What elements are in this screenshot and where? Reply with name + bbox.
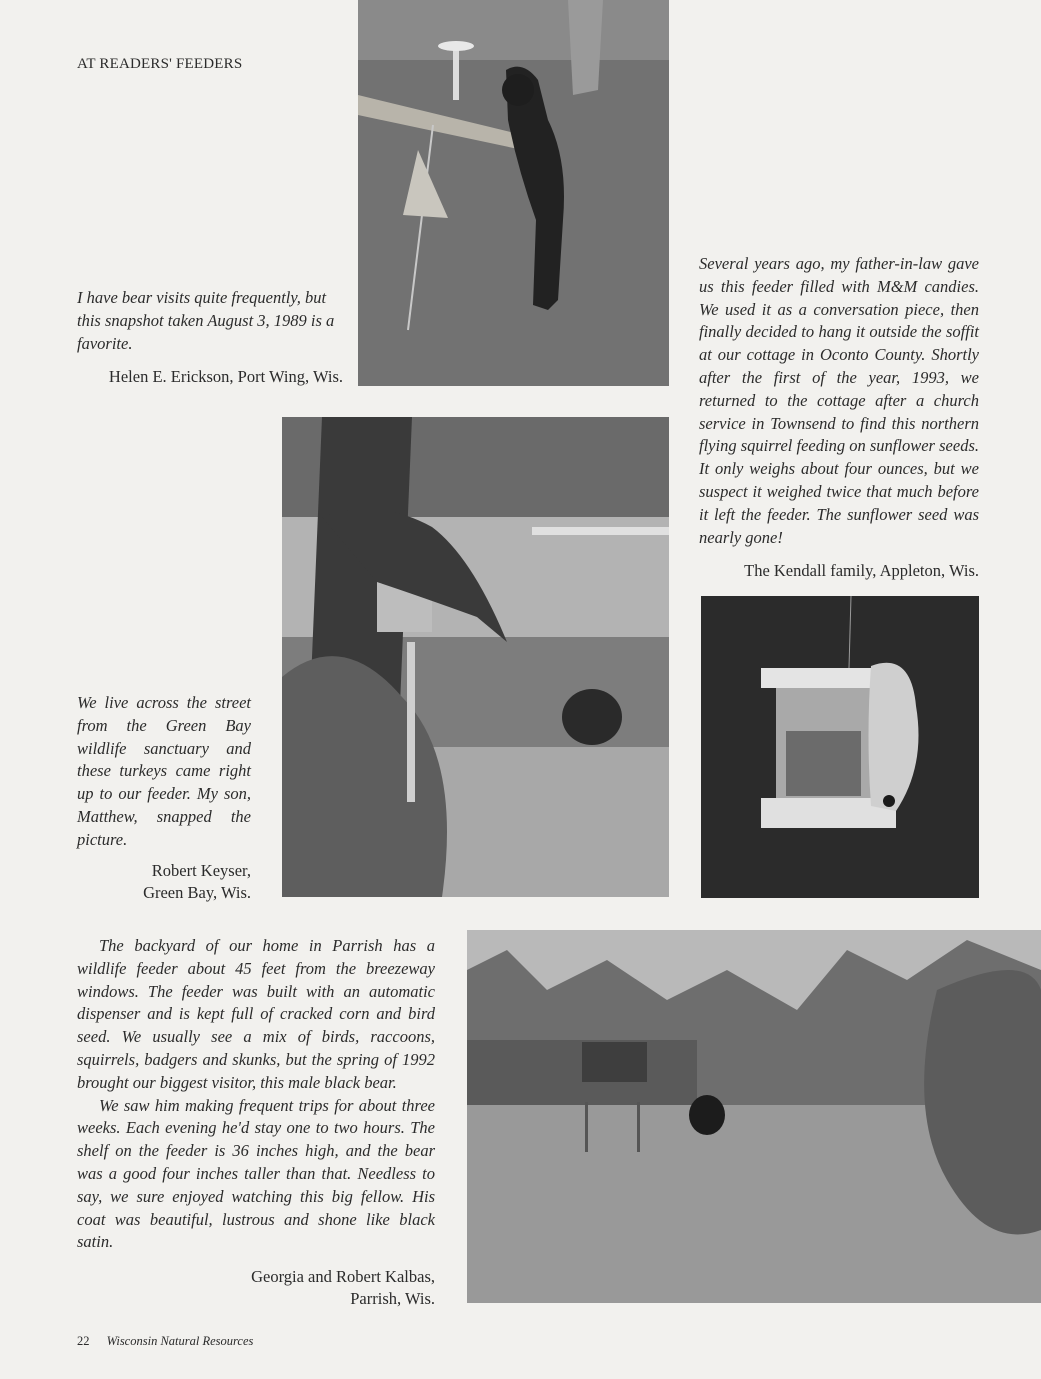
keyser-signature-name: Robert Keyser, — [151, 861, 251, 880]
kendall-letter-text: Several years ago, my father-in-law gave us this feeder filled with M&M candies. We used it as a conversation piece, then finally decided to hang it outside the soffit at our cottage in Oconto County. Shortly after the first of the year, 1993, we returned to the cottage after a church service in Townsend to find this northern flying squirrel feeding on sunflower seeds. It only weighs about four ounces, but we suspect it weighed twice that much before it left the feeder. The sunflower seed was nearly gone! — [699, 254, 979, 547]
bear-standing-photo — [358, 0, 669, 386]
publication-name: Wisconsin Natural Resources — [106, 1334, 254, 1348]
turkeys-photo — [282, 417, 669, 897]
page-footer — [77, 1334, 253, 1349]
erickson-letter-text: I have bear visits quite frequently, but this snapshot taken August 3, 1989 is a favorite. — [77, 288, 335, 353]
kendall-signature: The Kendall family, Appleton, Wis. — [744, 561, 979, 580]
kalbas-signature-name: Georgia and Robert Kalbas, — [251, 1267, 435, 1286]
backyard-bear-photo — [467, 930, 1041, 1303]
page-number: 22 — [77, 1334, 90, 1348]
keyser-letter-text: We live across the street from the Green Bay wildlife sanctuary and these turkeys came right up to our feeder. My son, Matthew, snapped the picture. — [77, 693, 251, 849]
flying-squirrel-photo — [701, 596, 979, 898]
erickson-signature: Helen E. Erickson, Port Wing, Wis. — [108, 367, 343, 386]
kalbas-letter-paragraph-1: The backyard of our home in Parrish has a wildlife feeder about 45 feet from the breezeway windows. The feeder was built with an automatic dispenser and is kept full of cracked corn and bird seed. We usually see a mix of birds, raccoons, squirrels, badgers and skunks, but the spring of 1992 brought our biggest visitor, this male black bear. — [77, 936, 435, 1092]
kalbas-letter-paragraph-2: We saw him making frequent trips for about three weeks. Each evening he'd stay one to two hours. The shelf on the feeder is 36 inches high, and the bear was a good four inches taller than that. Needless to say, we sure enjoyed watching this big fellow. His coat was beautiful, lustrous and shone like black satin. — [77, 1095, 435, 1252]
section-title: AT READERS' FEEDERS — [77, 56, 243, 72]
kalbas-signature-place: Parrish, Wis. — [350, 1289, 435, 1308]
keyser-signature-place: Green Bay, Wis. — [143, 883, 251, 902]
